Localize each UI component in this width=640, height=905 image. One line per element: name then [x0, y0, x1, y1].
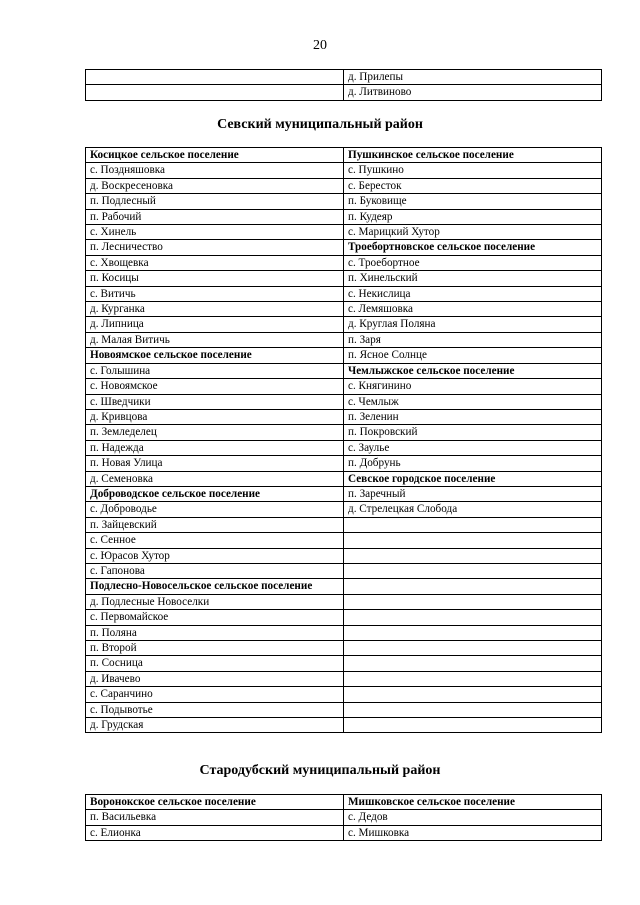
settlement-cell: п. Добрунь	[344, 456, 602, 471]
table-row	[86, 240, 602, 255]
settlement-cell: с. Елионка	[86, 825, 344, 840]
settlement-cell: с. Некислица	[344, 286, 602, 301]
table-row	[86, 255, 602, 270]
settlement-cell: с. Витичь	[86, 286, 344, 301]
starodub-district-table	[85, 794, 602, 841]
table-row	[86, 625, 602, 640]
settlement-header-cell: Пушкинское сельское поселение	[344, 148, 602, 163]
settlement-cell: п. Ясное Солнце	[344, 348, 602, 363]
settlement-cell: с. Голышина	[86, 363, 344, 378]
table-row	[86, 394, 602, 409]
settlement-cell: с. Первомайское	[86, 610, 344, 625]
sevsky-district-table	[85, 147, 602, 733]
settlement-cell	[344, 718, 602, 733]
table-row	[86, 563, 602, 578]
continuation-table-body	[86, 70, 602, 101]
settlement-cell: д. Семеновка	[86, 471, 344, 486]
settlement-cell: д. Круглая Поляна	[344, 317, 602, 332]
table-row	[86, 286, 602, 301]
settlement-cell: с. Лемяшовка	[344, 302, 602, 317]
settlement-cell: с. Саранчино	[86, 687, 344, 702]
settlement-cell: п. Зеленин	[344, 409, 602, 424]
settlement-cell	[344, 533, 602, 548]
table-row	[86, 656, 602, 671]
table-row	[86, 610, 602, 625]
settlement-cell: д. Грудская	[86, 718, 344, 733]
settlement-cell: п. Хинельский	[344, 271, 602, 286]
settlement-cell: п. Заря	[344, 332, 602, 347]
settlement-cell	[344, 625, 602, 640]
table-row	[86, 425, 602, 440]
table-row	[86, 825, 602, 840]
sevsky-district-table-body	[86, 148, 602, 733]
settlement-cell: с. Поздняшовка	[86, 163, 344, 178]
table-row	[86, 178, 602, 193]
settlement-cell	[344, 563, 602, 578]
settlement-cell: с. Марицкий Хутор	[344, 225, 602, 240]
settlement-cell	[344, 517, 602, 532]
settlement-cell: д. Ивачево	[86, 671, 344, 686]
settlement-cell: п. Сосница	[86, 656, 344, 671]
table-row	[86, 671, 602, 686]
settlement-cell: с. Гапонова	[86, 563, 344, 578]
starodub-district-table-body	[86, 795, 602, 841]
table-row	[86, 517, 602, 532]
settlement-cell: с. Мишковка	[344, 825, 602, 840]
settlement-cell: п. Косицы	[86, 271, 344, 286]
settlement-cell: д. Стрелецкая Слобода	[344, 502, 602, 517]
settlement-header-cell: Троебортновское сельское поселение	[344, 240, 602, 255]
settlement-cell: с. Шведчики	[86, 394, 344, 409]
settlement-header-cell: Воронокское сельское поселение	[86, 795, 344, 810]
settlement-cell	[344, 641, 602, 656]
table-row	[86, 302, 602, 317]
settlement-cell: с. Бересток	[344, 178, 602, 193]
settlement-cell: д. Прилепы	[344, 70, 602, 85]
settlement-cell	[344, 671, 602, 686]
settlement-cell: д. Малая Витичь	[86, 332, 344, 347]
table-row	[86, 379, 602, 394]
table-row	[86, 271, 602, 286]
settlement-cell: с. Хинель	[86, 225, 344, 240]
settlement-cell: п. Рабочий	[86, 209, 344, 224]
settlement-header-cell: Мишковское сельское поселение	[344, 795, 602, 810]
settlement-cell: п. Надежда	[86, 440, 344, 455]
table-row	[86, 225, 602, 240]
settlement-cell: с. Княгинино	[344, 379, 602, 394]
settlement-cell: п. Новая Улица	[86, 456, 344, 471]
table-row	[86, 70, 602, 85]
settlement-cell: д. Подлесные Новоселки	[86, 594, 344, 609]
settlement-cell: д. Воскресеновка	[86, 178, 344, 193]
table-row	[86, 471, 602, 486]
table-row	[86, 317, 602, 332]
settlement-cell: с. Троебортное	[344, 255, 602, 270]
settlement-cell: п. Подлесный	[86, 194, 344, 209]
page-number: 20	[313, 38, 327, 53]
settlement-cell: с. Новоямское	[86, 379, 344, 394]
settlement-cell: д. Литвиново	[344, 85, 602, 100]
settlement-cell: с. Пушкино	[344, 163, 602, 178]
settlement-cell: с. Чемлыж	[344, 394, 602, 409]
settlement-cell	[344, 594, 602, 609]
settlement-cell: п. Поляна	[86, 625, 344, 640]
sevsky-district-title: Севский муниципальный район	[217, 117, 423, 132]
settlement-cell: п. Земледелец	[86, 425, 344, 440]
settlement-header-cell: Чемлыжское сельское поселение	[344, 363, 602, 378]
settlement-header-cell: Доброводское сельское поселение	[86, 486, 344, 501]
settlement-cell: с. Сенное	[86, 533, 344, 548]
starodub-district-title: Стародубский муниципальный район	[199, 763, 441, 778]
settlement-cell: п. Васильевка	[86, 810, 344, 825]
table-row	[86, 194, 602, 209]
settlement-cell: п. Заречный	[344, 486, 602, 501]
table-row	[86, 85, 602, 100]
table-row	[86, 702, 602, 717]
settlement-header-cell: Подлесно-Новосельское сельское поселение	[86, 579, 344, 594]
continuation-table	[85, 69, 602, 101]
settlement-cell	[86, 70, 344, 85]
table-row	[86, 486, 602, 501]
settlement-cell: п. Буковище	[344, 194, 602, 209]
table-row	[86, 163, 602, 178]
settlement-cell: п. Кудеяр	[344, 209, 602, 224]
settlement-cell: п. Второй	[86, 641, 344, 656]
settlement-cell: д. Кривцова	[86, 409, 344, 424]
table-row	[86, 332, 602, 347]
table-row	[86, 718, 602, 733]
table-row	[86, 502, 602, 517]
table-row	[86, 548, 602, 563]
table-row	[86, 579, 602, 594]
settlement-cell	[344, 702, 602, 717]
table-row	[86, 687, 602, 702]
settlement-cell: д. Курганка	[86, 302, 344, 317]
table-row	[86, 533, 602, 548]
table-row	[86, 409, 602, 424]
table-row	[86, 440, 602, 455]
settlement-cell: с. Заулье	[344, 440, 602, 455]
settlement-cell: с. Подывотье	[86, 702, 344, 717]
settlement-cell	[344, 656, 602, 671]
table-row	[86, 795, 602, 810]
settlement-cell: с. Дедов	[344, 810, 602, 825]
table-row	[86, 209, 602, 224]
settlement-cell: п. Лесничество	[86, 240, 344, 255]
table-row	[86, 810, 602, 825]
settlement-cell	[344, 579, 602, 594]
settlement-cell	[344, 687, 602, 702]
settlement-header-cell: Новоямское сельское поселение	[86, 348, 344, 363]
settlement-cell: п. Зайцевский	[86, 517, 344, 532]
settlement-cell: д. Липница	[86, 317, 344, 332]
settlement-cell: с. Хвощевка	[86, 255, 344, 270]
settlement-cell: с. Юрасов Хутор	[86, 548, 344, 563]
settlement-header-cell: Косицкое сельское поселение	[86, 148, 344, 163]
table-row	[86, 594, 602, 609]
settlement-cell: с. Доброводье	[86, 502, 344, 517]
table-row	[86, 148, 602, 163]
table-row	[86, 348, 602, 363]
table-row	[86, 456, 602, 471]
settlement-cell	[344, 610, 602, 625]
table-row	[86, 363, 602, 378]
settlement-cell: п. Покровский	[344, 425, 602, 440]
settlement-cell	[86, 85, 344, 100]
settlement-cell	[344, 548, 602, 563]
settlement-header-cell: Севское городское поселение	[344, 471, 602, 486]
table-row	[86, 641, 602, 656]
